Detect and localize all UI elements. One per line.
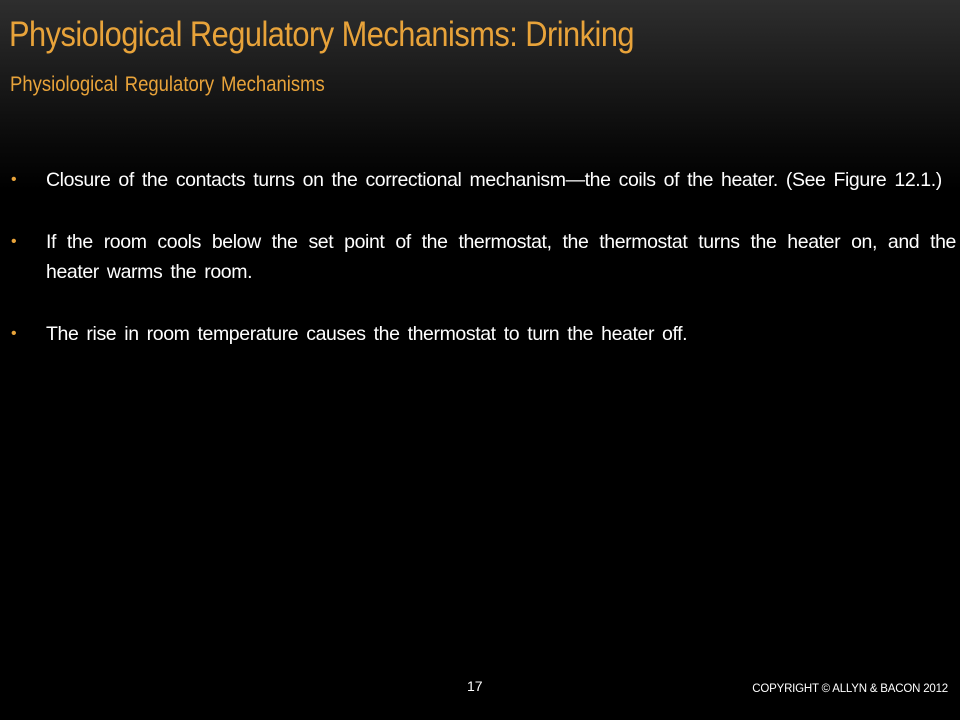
bullet-item bbox=[11, 165, 956, 195]
bullet-icon: • bbox=[11, 233, 17, 250]
bullet-list bbox=[11, 165, 956, 381]
bullet-item bbox=[11, 319, 956, 349]
slide-subtitle: Physiological Regulatory Mechanisms bbox=[10, 73, 325, 96]
bullet-text: Closure of the contacts turns on the correctional mechanism—the coils of the heater. (See Figure 12.1.) bbox=[46, 169, 942, 191]
bullet-text: The rise in room temperature causes the thermostat to turn the heater off. bbox=[46, 323, 688, 345]
bullet-text: If the room cools below the set point of the thermostat, the thermostat turns the heater on, and the heater warms the room. bbox=[46, 231, 956, 283]
page-number: 17 bbox=[467, 678, 483, 694]
bullet-item bbox=[11, 227, 956, 287]
slide-title: Physiological Regulatory Mechanisms: Drinking bbox=[9, 15, 635, 54]
bullet-icon: • bbox=[11, 325, 17, 342]
copyright-notice: COPYRIGHT © ALLYN & BACON 2012 bbox=[752, 683, 948, 695]
bullet-icon: • bbox=[11, 171, 17, 188]
